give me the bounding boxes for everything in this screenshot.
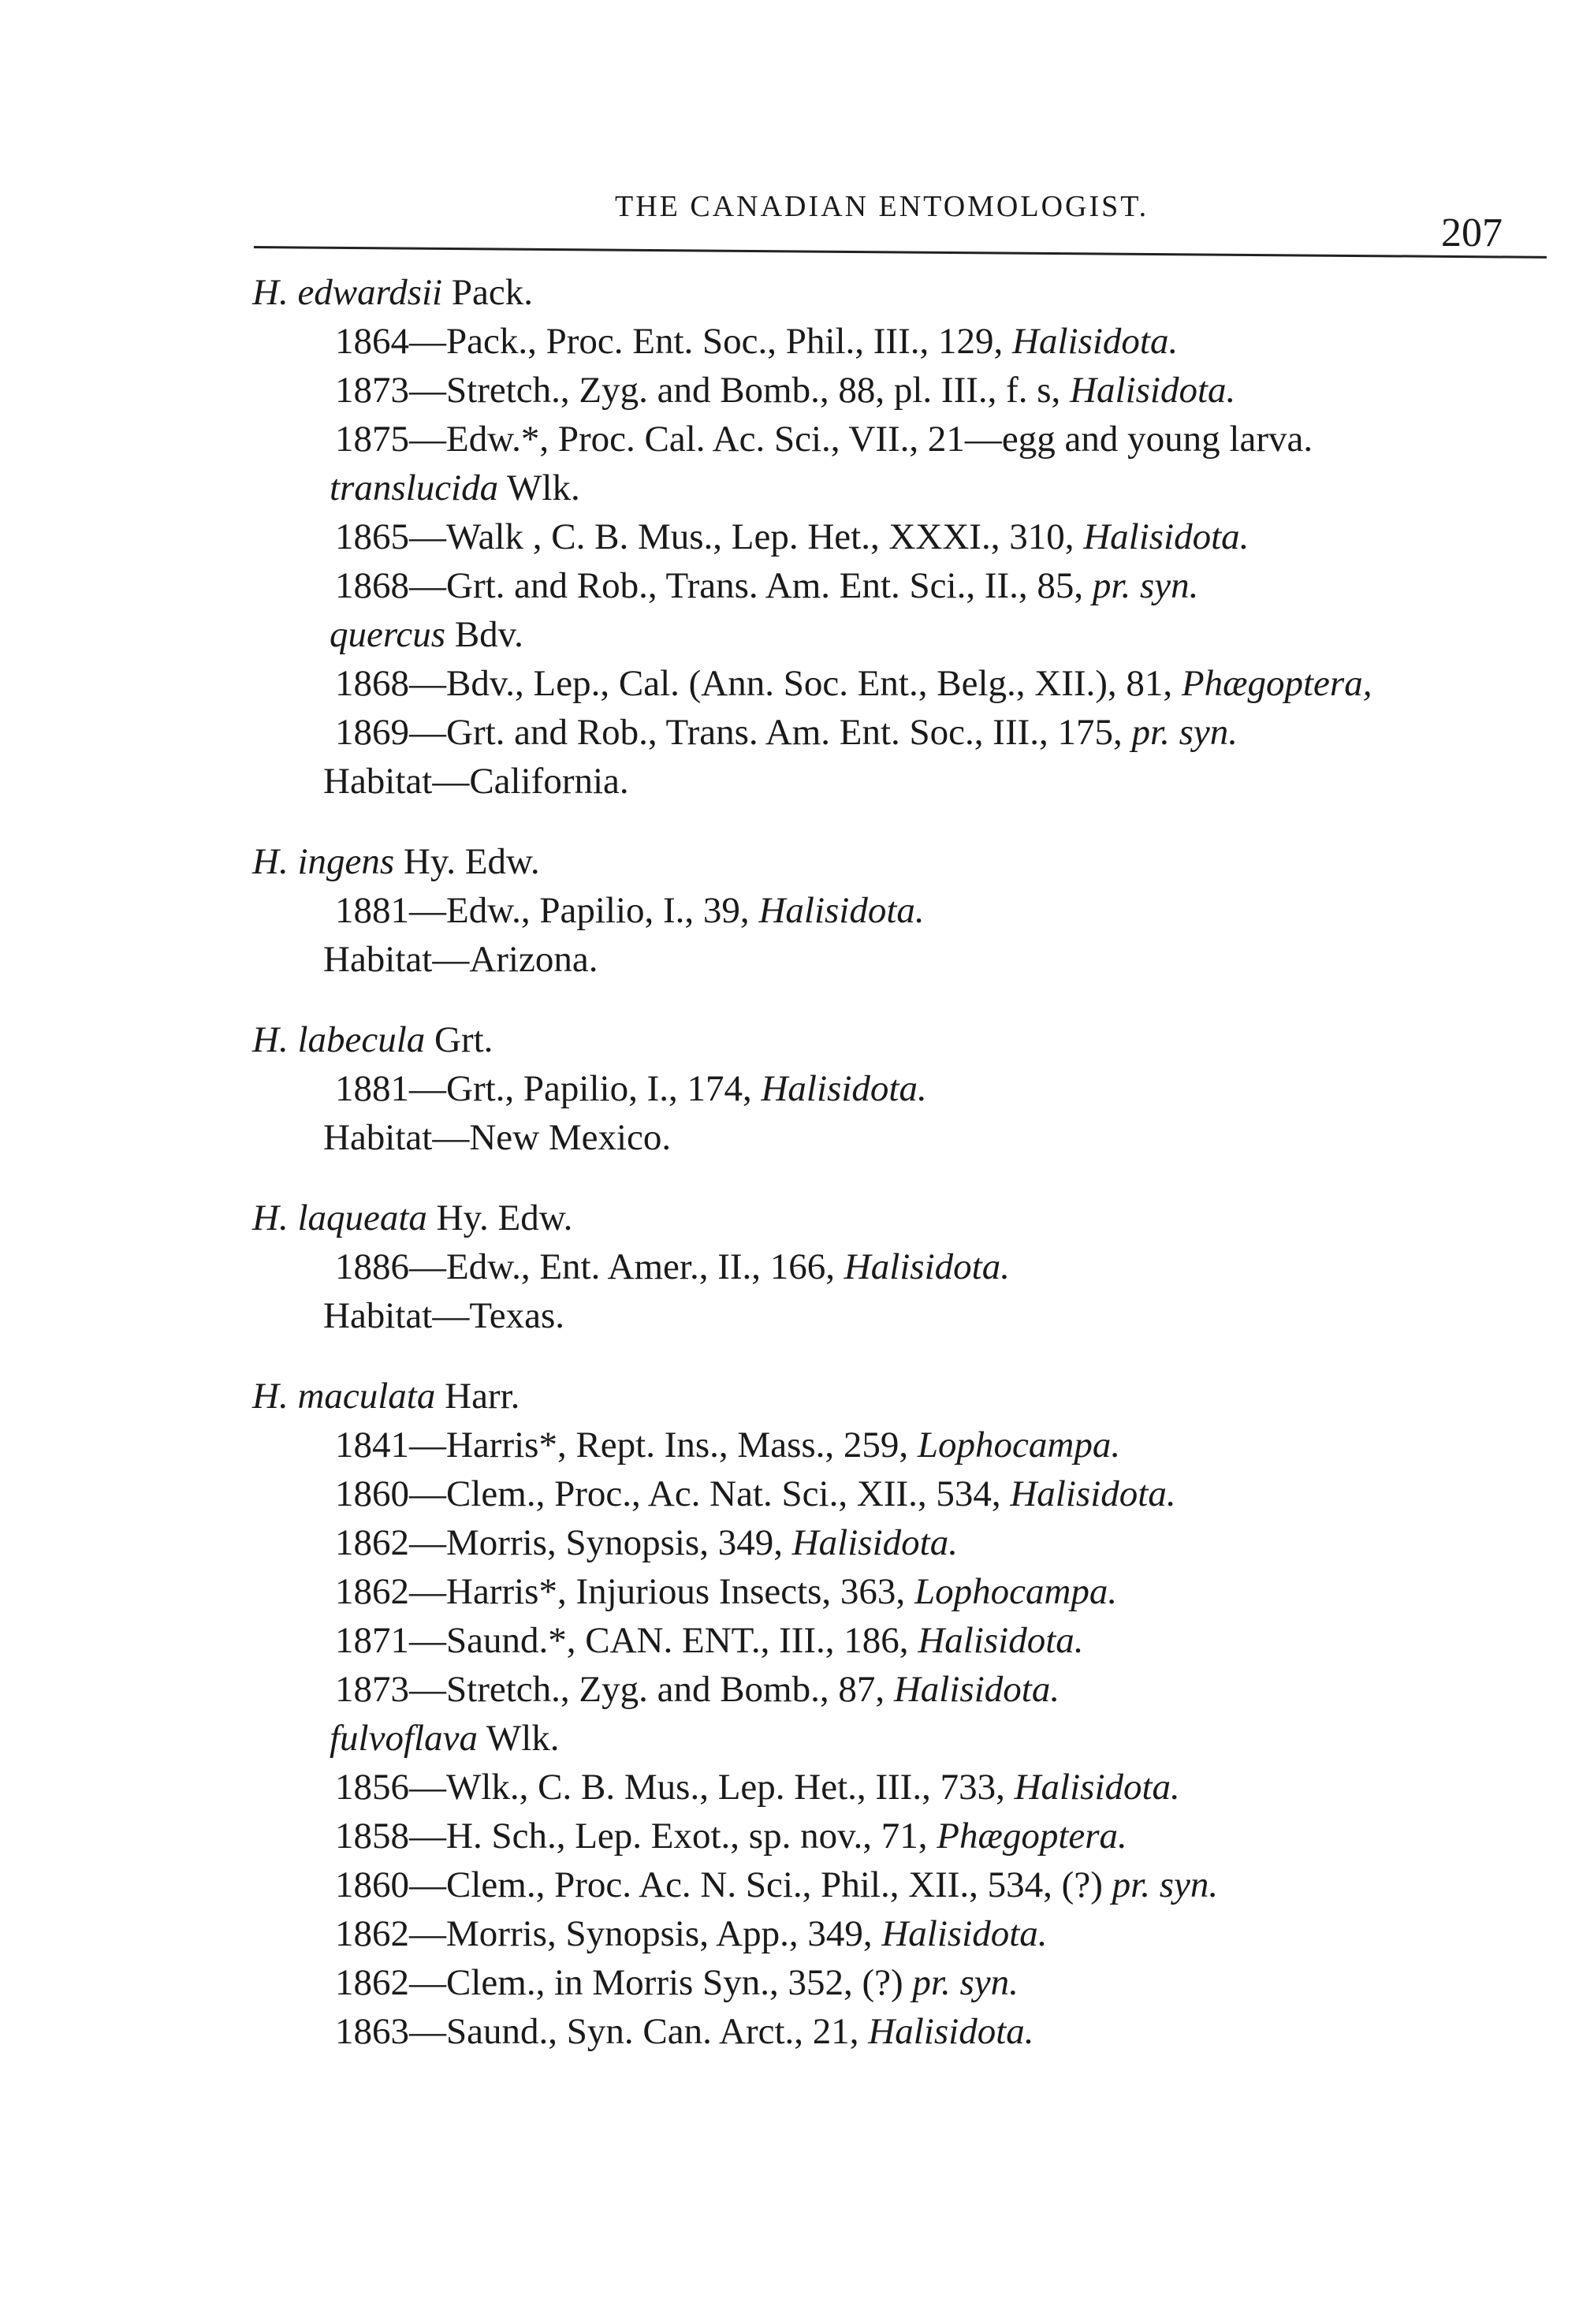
citation-text: 1868—Bdv., Lep., Cal. (Ann. Soc. Ent., Belg., XII.), 81, <box>335 663 1182 704</box>
species-name: H. labecula <box>252 1019 426 1060</box>
citation-text: 1863—Saund., Syn. Can. Arct., 21, <box>335 2011 869 2052</box>
citation-text: 1875—Edw.*, Proc. Cal. Ac. Sci., VII., 21—egg and young larva. <box>335 419 1313 460</box>
species-heading <box>236 268 1561 317</box>
citation-text: 1860—Clem., Proc. Ac. N. Sci., Phil., XII., 534, (?) <box>335 1864 1112 1905</box>
citation-text: 1860—Clem., Proc., Ac. Nat. Sci., XII., 534, <box>335 1473 1011 1514</box>
species-entry <box>236 1194 1561 1340</box>
species-entry <box>236 1372 1561 2056</box>
citation-genus: Halisidota. <box>844 1246 1010 1287</box>
species-name: H. edwardsii <box>252 272 443 313</box>
species-author: Grt. <box>425 1019 493 1060</box>
habitat-line: Habitat—California. <box>323 761 629 802</box>
catalogue-content <box>236 268 1561 2056</box>
citation-text: 1856—Wlk., C. B. Mus., Lep. Het., III., 733, <box>335 1767 1015 1808</box>
citation-text: 1858—H. Sch., Lep. Exot., sp. nov., 71, <box>335 1816 937 1857</box>
synonym-name: quercus <box>330 614 446 655</box>
citation-genus: Halisidota. <box>761 1068 927 1109</box>
citation-text: 1871—Saund.*, CAN. ENT., III., 186, <box>335 1620 918 1661</box>
species-author: Hy. Edw. <box>394 841 540 882</box>
citation-genus: Halisidota. <box>1012 321 1179 362</box>
citation-line <box>236 561 1561 610</box>
citation-text: 1881—Grt., Papilio, I., 174, <box>335 1068 762 1109</box>
citation-genus: pr. syn. <box>1112 1864 1219 1905</box>
citation-line <box>236 708 1561 757</box>
page-number: 207 <box>1441 210 1503 255</box>
citation-text: 1865—Walk , C. B. Mus., Lep. Het., XXXI., 310, <box>335 516 1084 557</box>
species-author: Harr. <box>435 1376 520 1417</box>
citation-line <box>236 1812 1561 1860</box>
citation-genus: Halisidota. <box>1070 370 1236 411</box>
species-name: H. maculata <box>252 1376 436 1417</box>
citation-genus: pr. syn. <box>912 1962 1019 2003</box>
citation-line <box>236 1763 1561 1812</box>
citation-line <box>236 317 1561 366</box>
citation-genus: pr. syn. <box>1092 565 1199 606</box>
citation-text: 1881—Edw., Papilio, I., 39, <box>335 890 759 931</box>
citation-line <box>236 1421 1561 1469</box>
species-author: Hy. Edw. <box>426 1197 573 1238</box>
citation-genus: Halisidota. <box>1014 1767 1180 1808</box>
citation-line <box>236 1064 1561 1113</box>
citation-line <box>236 1242 1561 1291</box>
habitat-line: Habitat—Texas. <box>323 1295 565 1336</box>
synonym-author: Wlk. <box>498 467 580 508</box>
habitat-line: Habitat—Arizona. <box>323 939 598 980</box>
habitat-line: Habitat—New Mexico. <box>323 1117 672 1158</box>
citation-line <box>236 1567 1561 1616</box>
citation-genus: Halisidota. <box>893 1669 1060 1710</box>
citation-text: 1873—Stretch., Zyg. and Bomb., 87, <box>335 1669 894 1710</box>
citation-line <box>236 1860 1561 1909</box>
citation-text: 1869—Grt. and Rob., Trans. Am. Ent. Soc., III., 175, <box>335 712 1132 753</box>
citation-genus: Halisidota. <box>1010 1473 1176 1514</box>
citation-line <box>236 659 1561 708</box>
species-entry <box>236 268 1561 806</box>
citation-line <box>236 1665 1561 1714</box>
citation-text: 1886—Edw., Ent. Amer., II., 166, <box>335 1246 844 1287</box>
synonym-author: Bdv. <box>445 614 523 655</box>
synonym-heading <box>236 1714 1561 1763</box>
citation-genus: Lophocampa. <box>917 1425 1121 1466</box>
citation-line <box>236 886 1561 935</box>
species-heading <box>236 1372 1561 1421</box>
citation-genus: Halisidota. <box>881 1913 1048 1954</box>
citation-text: 1862—Clem., in Morris Syn., 352, (?) <box>335 1962 913 2003</box>
species-heading <box>236 1194 1561 1242</box>
citation-genus: Phægoptera, <box>1181 663 1372 704</box>
header-rule <box>254 246 1547 259</box>
species-entry <box>236 1015 1561 1162</box>
species-author: Pack. <box>442 272 533 313</box>
citation-line <box>236 366 1561 415</box>
species-heading <box>236 1015 1561 1064</box>
synonym-heading <box>236 464 1561 512</box>
species-entry <box>236 837 1561 984</box>
citation-genus: Halisidota. <box>918 1620 1084 1661</box>
citation-genus: Halisidota. <box>791 1522 958 1563</box>
citation-genus: Halisidota. <box>758 890 925 931</box>
citation-line <box>236 1909 1561 1958</box>
synonym-name: translucida <box>330 467 499 508</box>
citation-genus: pr. syn. <box>1131 712 1238 753</box>
species-name: H. ingens <box>252 841 395 882</box>
citation-line <box>236 1469 1561 1518</box>
synonym-heading <box>236 610 1561 659</box>
citation-genus: Lophocampa. <box>914 1571 1118 1612</box>
citation-text: 1862—Morris, Synopsis, App., 349, <box>335 1913 882 1954</box>
citation-genus: Halisidota. <box>1083 516 1250 557</box>
citation-genus: Phægoptera. <box>937 1816 1127 1857</box>
citation-text: 1862—Harris*, Injurious Insects, 363, <box>335 1571 914 1612</box>
species-heading <box>236 837 1561 886</box>
citation-line <box>236 1958 1561 2007</box>
citation-line <box>236 2007 1561 2056</box>
citation-line <box>236 415 1561 464</box>
citation-text: 1864—Pack., Proc. Ent. Soc., Phil., III., 129, <box>335 321 1012 362</box>
species-name: H. laqueata <box>252 1197 427 1238</box>
synonym-author: Wlk. <box>477 1718 560 1759</box>
citation-text: 1862—Morris, Synopsis, 349, <box>335 1522 792 1563</box>
citation-text: 1868—Grt. and Rob., Trans. Am. Ent. Sci., II., 85, <box>335 565 1093 606</box>
citation-line <box>236 1616 1561 1665</box>
running-header: THE CANADIAN ENTOMOLOGIST. <box>615 190 1149 223</box>
citation-text: 1873—Stretch., Zyg. and Bomb., 88, pl. III., f. s, <box>335 370 1071 411</box>
citation-genus: Halisidota. <box>868 2011 1034 2052</box>
citation-text: 1841—Harris*, Rept. Ins., Mass., 259, <box>335 1425 918 1466</box>
citation-line <box>236 512 1561 561</box>
synonym-name: fulvoflava <box>330 1718 478 1759</box>
citation-line <box>236 1518 1561 1567</box>
